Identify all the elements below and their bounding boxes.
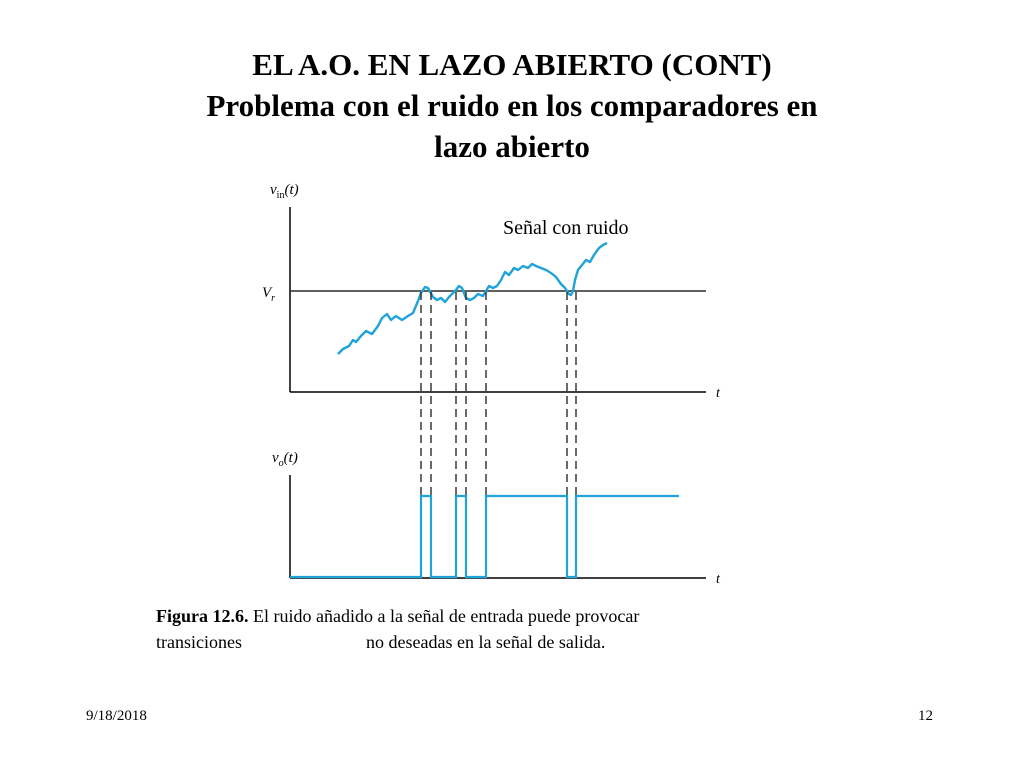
caption-text-2a: transiciones <box>156 632 242 652</box>
bottom-ylabel-main: v <box>272 450 279 466</box>
caption-text-2b: no deseadas en la señal de salida. <box>365 632 606 652</box>
title-line-3: lazo abierto <box>434 129 590 164</box>
slide-date: 9/18/2018 <box>86 708 147 724</box>
top-xlabel: t <box>716 386 720 401</box>
bottom-ylabel-arg: (t) <box>283 450 298 466</box>
threshold-label <box>262 285 275 304</box>
output-signal <box>290 496 679 577</box>
top-ylabel <box>270 182 299 201</box>
top-ylabel-main: v <box>270 182 277 198</box>
top-ylabel-sub: in <box>276 190 285 201</box>
top-plot <box>262 182 721 496</box>
bottom-plot <box>272 450 721 587</box>
bottom-xlabel: t <box>716 572 720 587</box>
bottom-ylabel-sub: o <box>278 458 284 469</box>
caption-line-2 <box>156 629 816 655</box>
bottom-ylabel <box>272 450 298 469</box>
figure-caption <box>156 603 816 655</box>
threshold-label-main: V <box>262 285 272 301</box>
caption-line-1 <box>156 603 816 629</box>
slide-page-number: 12 <box>918 708 933 724</box>
dashed-guides <box>421 292 576 496</box>
title-line-1: EL A.O. EN LAZO ABIERTO (CONT) <box>252 47 772 82</box>
threshold-label-sub: r <box>271 293 276 304</box>
top-ylabel-arg: (t) <box>284 182 299 198</box>
caption-text-1: El ruido añadido a la señal de entrada puede provocar <box>253 606 640 626</box>
title-line-2: Problema con el ruido en los comparadores en <box>206 88 818 123</box>
signal-label: Señal con ruido <box>503 217 629 239</box>
caption-label: Figura 12.6. <box>156 606 249 626</box>
